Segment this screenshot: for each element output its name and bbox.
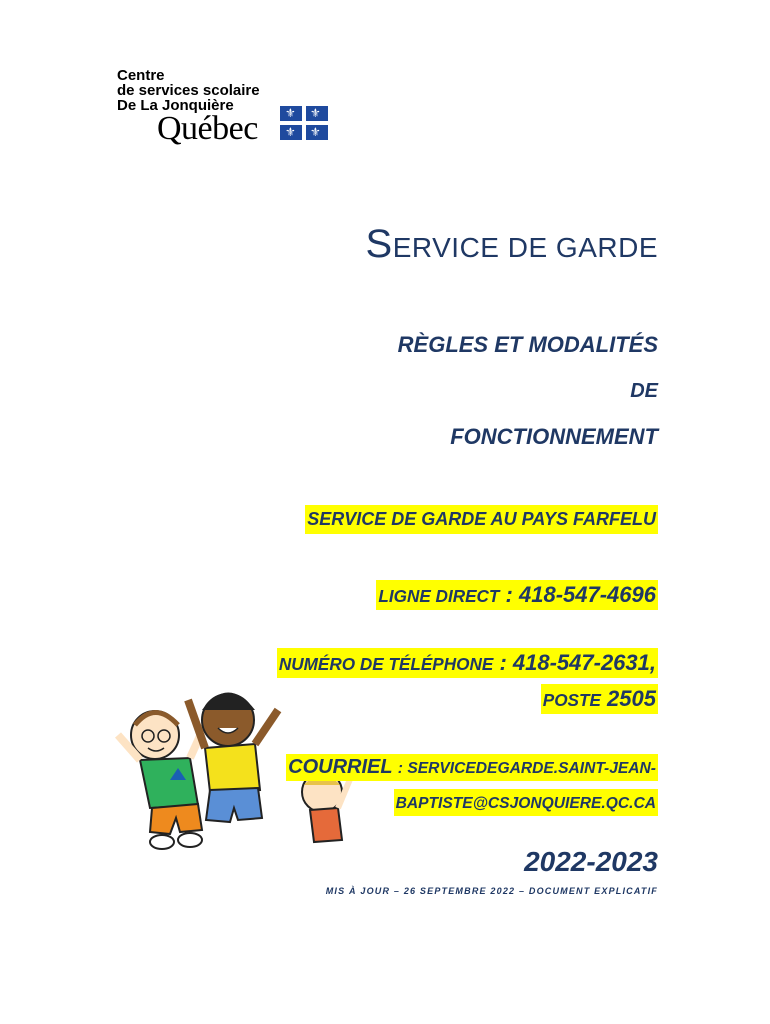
update-footer: MIS À JOUR – 26 SEPTEMBRE 2022 – DOCUMENT EXPLICATIF (325, 886, 658, 896)
telephone-value: : 418-547-2631, (499, 650, 656, 675)
courriel-label: COURRIEL (288, 756, 393, 778)
subtitle-line-1: RÈGLES ET MODALITÉS (397, 332, 658, 357)
ligne-direct-value: : 418-547-4696 (505, 582, 656, 607)
courriel-line-2 (394, 789, 658, 816)
ligne-direct (376, 580, 658, 610)
quebec-wordmark: Québec (157, 110, 258, 147)
courriel-address-part-2[interactable]: BAPTISTE@CSJONQUIERE.QC.CA (395, 795, 656, 812)
ligne-direct-label: LIGNE DIRECT (378, 586, 500, 606)
telephone-line-2 (541, 684, 658, 714)
logo-line-3: De La Jonquière (117, 97, 234, 114)
telephone-line-1 (277, 648, 658, 678)
page-title (366, 222, 658, 267)
courriel-address-part-1[interactable]: : SERVICEDEGARDE.SAINT-JEAN- (397, 760, 656, 777)
fleur-de-lis-flag-icon: ⚜ ⚜ ⚜ ⚜ (280, 106, 328, 140)
logo-line-2: de services scolaire (117, 82, 260, 99)
telephone-label: NUMÉRO DE TÉLÉPHONE (278, 654, 494, 674)
logo-line-1: Centre (117, 67, 165, 84)
poste-label: POSTE (542, 690, 601, 710)
subtitle-line-2: DE (630, 380, 658, 402)
subtitle-line-3: FONCTIONNEMENT (450, 424, 658, 449)
title-initial: S (365, 222, 393, 266)
poste-value: 2505 (607, 686, 656, 711)
courriel-line-1 (286, 754, 658, 781)
title-rest: ERVICE DE GARDE (392, 232, 658, 263)
school-year: 2022-2023 (524, 846, 658, 877)
csslj-logo (117, 68, 337, 148)
service-name: SERVICE DE GARDE AU PAYS FARFELU (305, 505, 658, 534)
